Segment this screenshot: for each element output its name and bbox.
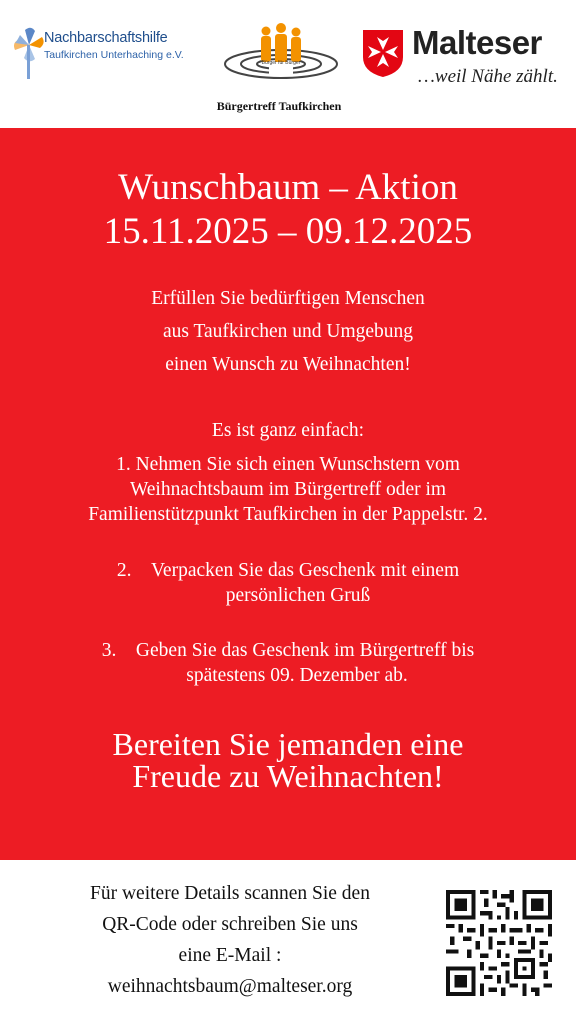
nachbarschaftshilfe-name: Nachbarschaftshilfe (44, 30, 168, 46)
step-3-text: Geben Sie das Geschenk im Bürgertreff bis (135, 640, 475, 661)
intro-line: einen Wunsch zu Weihnachten! (165, 354, 411, 375)
step-3-line-1 (0, 638, 576, 663)
footer-line: QR-Code oder schreiben Sie uns (102, 914, 358, 935)
step-1-line: Familienstützpunkt Taufkirchen in der Pappelstr. 2. (88, 504, 488, 525)
step-3 (0, 638, 576, 688)
step-1-line: 1. Nehmen Sie sich einen Wunschstern vom (116, 454, 460, 475)
nachbarschaftshilfe-subtitle: Taufkirchen Unterhaching e.V. (44, 49, 184, 61)
header (0, 0, 576, 128)
buergertreff-caption: Bürgertreff Taufkirchen (216, 99, 342, 113)
malteser-cross-icon (360, 27, 406, 79)
malteser-tagline: …weil Nähe zählt. (418, 66, 558, 87)
footer-line: Für weitere Details scannen Sie den (90, 883, 370, 904)
intro-line: Erfüllen Sie bedürftigen Menschen (151, 288, 425, 309)
main-panel (0, 128, 576, 860)
footer-line: eine E-Mail : (178, 945, 282, 966)
page-title (0, 166, 576, 254)
buergertreff-small-text: Bürger für Bürger (261, 60, 301, 66)
step-1 (0, 452, 576, 527)
footer-text (30, 878, 430, 1002)
step-3-number: 3. (101, 640, 117, 661)
qr-code-icon[interactable] (446, 890, 552, 996)
step-2 (0, 558, 576, 608)
step-1-line: Weihnachtsbaum im Bürgertreff oder im (129, 479, 447, 500)
step-2-number: 2. (116, 560, 132, 581)
title-line-2: 15.11.2025 – 09.12.2025 (103, 211, 473, 252)
intro-line: aus Taufkirchen und Umgebung (162, 321, 414, 342)
title-line-1: Wunschbaum – Aktion (118, 167, 458, 208)
step-2-line-2: persönlichen Gruß (225, 585, 371, 606)
step-3-line-2: spätestens 09. Dezember ab. (186, 665, 408, 686)
closing-text (0, 728, 576, 792)
footer-email[interactable]: weihnachtsbaum@malteser.org (107, 976, 353, 997)
easy-heading: Es ist ganz einfach: (211, 420, 365, 441)
buergertreff-logo (222, 22, 340, 94)
intro-text (0, 282, 576, 381)
malteser-name: Malteser (412, 24, 542, 61)
closing-line-2: Freude zu Weihnachten! (132, 758, 444, 794)
closing-line-1: Bereiten Sie jemanden eine (112, 726, 464, 762)
step-2-text: Verpacken Sie das Geschenk mit einem (151, 560, 460, 581)
step-2-line-1 (0, 558, 576, 583)
